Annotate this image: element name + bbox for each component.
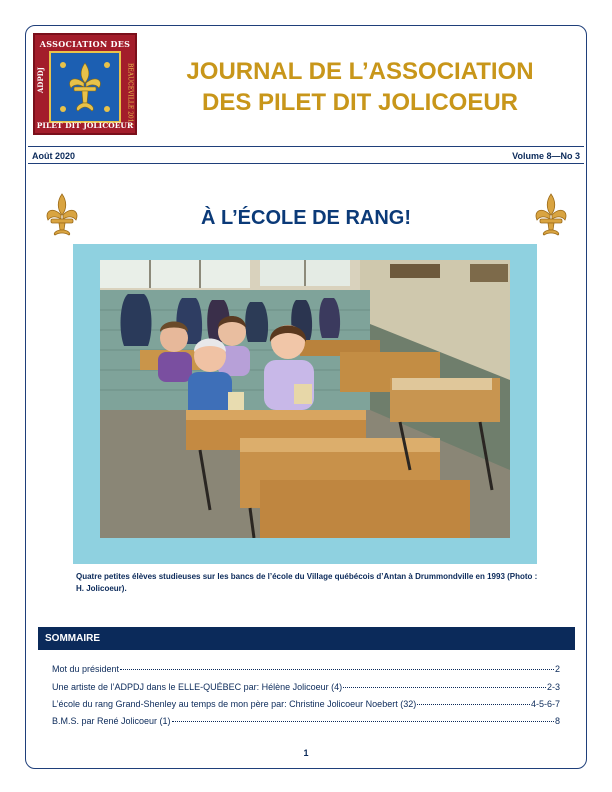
logo-top-text: ASSOCIATION DES [39,39,131,49]
logo-bottom-text: PILET DIT JOLICOEUR [36,121,134,130]
issue-date: Août 2020 [32,151,76,161]
toc-leader-dots [417,704,530,705]
fleur-de-lis-icon [531,192,571,236]
toc-item-page: 2 [554,664,560,674]
classroom-photo [100,260,510,538]
sommaire-header [38,627,575,650]
logo-fleur-de-lis-icon [51,53,119,121]
logo-left-text [36,67,46,95]
toc-item[interactable] [52,682,560,692]
logo-left-text-value: ADPDJ [36,67,45,94]
toc-item-label: B.M.S. par René Jolicoeur (1) [52,716,171,726]
header-rule-bottom [28,163,584,164]
logo-right-text [124,63,134,129]
association-logo [33,33,137,135]
sommaire-heading: SOMMAIRE [45,633,100,644]
toc-item-label: Une artiste de l’ADPDJ dans le ELLE-QUÉBEC par: Hélène Jolicoeur (4) [52,682,343,692]
toc-leader-dots [343,687,546,688]
photo-caption: Quatre petites élèves studieuses sur les bancs de l’école du Village québécois d’Antan à Drummondville en 1993 (Photo : H. Jolicoeur). [76,572,538,593]
journal-title [150,56,570,118]
toc-item[interactable] [52,664,560,674]
journal-title-line1: JOURNAL DE L’ASSOCIATION [186,58,534,85]
logo-shield [49,51,121,123]
toc-leader-dots [172,721,554,722]
journal-title-line2: DES PILET DIT JOLICOEUR [201,89,519,116]
fleur-de-lis-icon [42,192,82,236]
toc-item-page: 2-3 [546,682,560,692]
page-number: 1 [303,748,309,758]
toc-item[interactable] [52,699,560,709]
toc-item[interactable] [52,716,560,726]
toc-item-page: 4-5-6-7 [530,699,560,709]
header-rule-top [28,146,584,147]
feature-headline: À L’ÉCOLE DE RANG! [200,207,411,229]
toc-item-label: Mot du président [52,664,120,674]
logo-right-text-value: BEAUCEVILLE 2011 [126,63,134,127]
toc-leader-dots [120,669,554,670]
issue-volume: Volume 8—No 3 [512,151,580,161]
classroom-photo-illustration [100,260,510,538]
toc-item-label: L’école du rang Grand-Shenley au temps de mon père par: Christine Jolicoeur Noebert (32) [52,699,417,709]
toc-item-page: 8 [554,716,560,726]
